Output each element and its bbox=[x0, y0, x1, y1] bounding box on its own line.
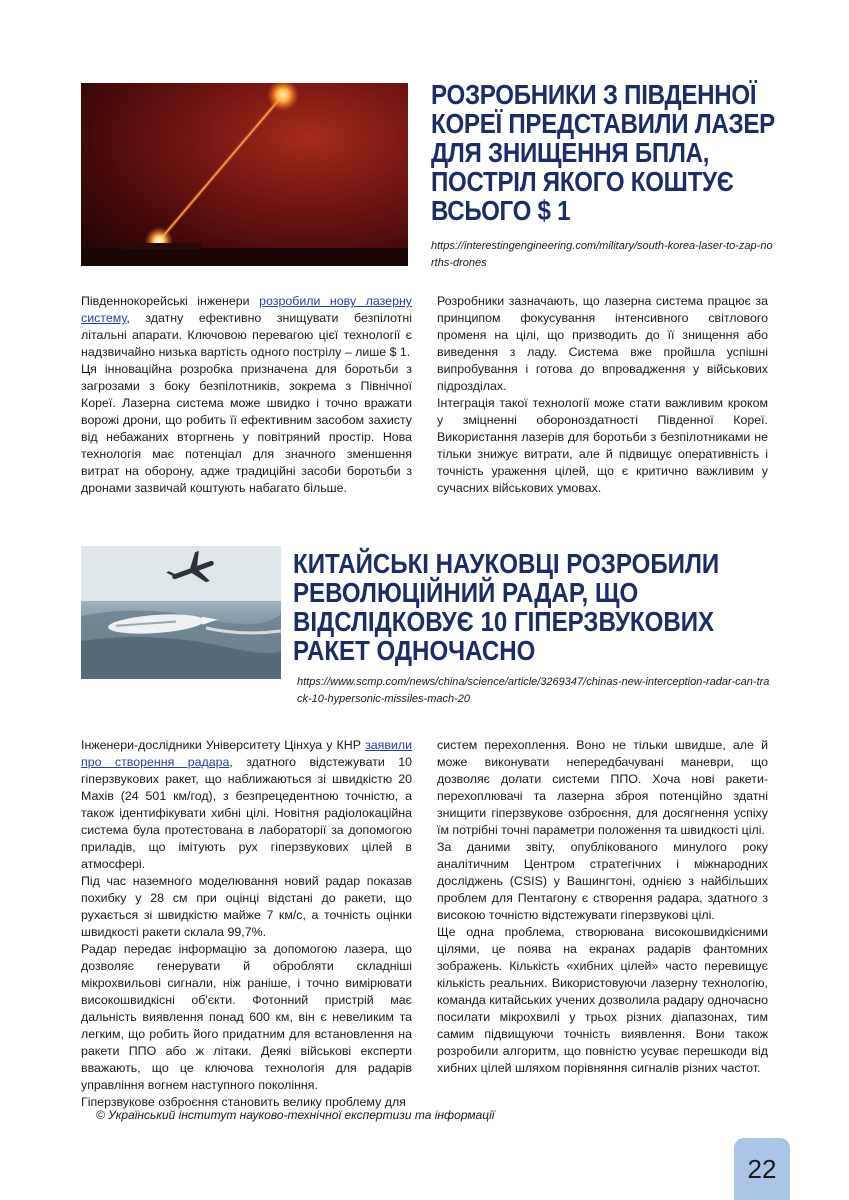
paragraph: Під час наземного моделювання новий радар показав похибку у 28 см при оцінці відстані до ракети, що рухається зі швидкістю майже 7 км/с, а точність оцінки швидкості ракети склала 99,7%. bbox=[81, 874, 412, 939]
laser-photo bbox=[81, 83, 408, 266]
hypersonic-missile-photo bbox=[81, 546, 281, 679]
article-2-source-url[interactable]: https://www.scmp.com/news/china/science/article/3269347/chinas-new-interception-radar-can-track-10-hypersonic-missiles-mach-20 bbox=[297, 676, 770, 705]
article-2-column-left bbox=[81, 737, 412, 1111]
paragraph: Інтеграція такої технології може стати важливим кроком у зміцненні обороноздатності Південної Кореї. Використання лазерів для боротьби з безпілотниками не тільки знижує витрати, але й підвищує оперативність і точність ураження цілей, що є критично важливим у сучасних військових умовах. bbox=[437, 396, 768, 495]
paragraph: Гіперзвукове озброєння становить велику проблему для bbox=[81, 1095, 406, 1109]
paragraph: Радар передає інформацію за допомогою лазера, що дозволяє генерувати й обробляти складніші мікрохвильові сигнали, ніж раніше, і точно вимірювати високошвидкісні об'єкти. Фотонний пристрій має дальність виявлення понад 600 км, він є невеликим та легким, що робить його придатним для встановлення на ракети ППО або ж літаки. Деякі військові експерти вважають, що це ключова технологія для радарів управління вогнем наступного покоління. bbox=[81, 942, 412, 1092]
article-2-column-right bbox=[437, 737, 768, 1077]
laser-beam-illustration bbox=[81, 83, 408, 266]
page-number: 22 bbox=[747, 1153, 777, 1184]
paragraph: Розробники зазначають, що лазерна система працює за принципом фокусування інтенсивного світлового променя на цілі, що призводить до її знищення або виведення з ладу. Система вже пройшла успішні випробування і готова до впровадження у військових підрозділах. bbox=[437, 294, 768, 393]
copyright-footer: © Український інститут науково-технічної експертизи та інформації bbox=[96, 1108, 495, 1122]
paragraph: Південнокорейські інженери розробили нову лазерну систему, здатну ефективно знищувати безпілотні літальні апарати. Ключовою перевагою цієї технології є надзвичайно низька вартість одного пострілу – лише $ 1. bbox=[81, 294, 412, 359]
article-1-source-url[interactable]: https://interestingengineering.com/military/south-korea-laser-to-zap-norths-drones bbox=[431, 240, 773, 269]
article-1-column-right bbox=[437, 293, 768, 497]
paragraph: Інженери-дослідники Університету Цінхуа у КНР заявили про створення радара, здатного відстежувати 10 гіперзвукових ракет, що наближаються зі швидкістю 20 Махів (24 501 км/год), з безпрецедентною точністю, а також ідентифікувати хибні цілі. Новітня радіолокаційна система була протестована в лабораторії за допомогою приладів, що імітують рух гіперзвукових цілей в атмосфері. bbox=[81, 738, 412, 871]
missile-illustration bbox=[81, 546, 281, 679]
paragraph: Ця інноваційна розробка призначена для боротьби з загрозами з боку безпілотників, зокрема з Північної Кореї. Лазерна система може швидко і точно вражати ворожі дрони, що робить її ефективним засобом захисту від небажаних вторгнень у повітряний простір. Нова технологія має потенціал для значного зменшення витрат на оборону, адже традиційні засоби боротьби з дронами зазвичай коштують набагато більше. bbox=[81, 362, 412, 495]
article-2-inline-link[interactable]: заявили про створення радара bbox=[81, 738, 412, 769]
page-number-badge bbox=[734, 1138, 790, 1200]
paragraph: Ще одна проблема, створювана високошвидкісними цілями, це поява на екранах радарів фантомних зображень. Кількість «хибних цілей» часто перевищує кількість реальних. Використовуючи лазерну технологію, команда китайських учених дозволила радару одночасно посилати мікрохвилі у трьох різних діапазонах, тим самим підвищуючи точність виявлення. Вони також розробили алгоритм, що повністю усуває перешкоди від хибних цілей шляхом порівняння сигналів різних частот. bbox=[437, 925, 768, 1075]
article-1-column-left bbox=[81, 293, 412, 497]
article-1-inline-link[interactable]: розробили нову лазерну систему bbox=[81, 294, 412, 325]
article-2-title: КИТАЙСЬКІ НАУКОВЦІ РОЗРОБИЛИ РЕВОЛЮЦІЙНИЙ РАДАР, ЩО ВІДСЛІДКОВУЄ 10 ГІПЕРЗВУКОВИХ РАКЕТ ОДНОЧАСНО bbox=[293, 548, 720, 666]
article-1-title: РОЗРОБНИКИ З ПІВДЕННОЇ КОРЕЇ ПРЕДСТАВИЛИ ЛАЗЕР ДЛЯ ЗНИЩЕННЯ БПЛА, ПОСТРІЛ ЯКОГО КОШТУЄ ВСЬОГО $ 1 bbox=[431, 79, 775, 226]
paragraph: систем перехоплення. Воно не тільки швидше, але й може виконувати непередбачувані маневри, що дозволяє долати системи ППО. Хоча нові ракети-перехоплювачі та лазерна зброя потенційно здатні знищити гіперзвукове озброєння, для досягнення успіху їм потрібні точні параметри положення та швидкості цілі. bbox=[437, 738, 768, 837]
paragraph: За даними звіту, опублікованого минулого року аналітичним Центром стратегічних і міжнародних досліджень (CSIS) у Вашингтоні, однією з найбільших проблем для Пентагону є створення радара, здатного з високою точністю відстежувати гіперзвукові цілі. bbox=[437, 840, 768, 922]
